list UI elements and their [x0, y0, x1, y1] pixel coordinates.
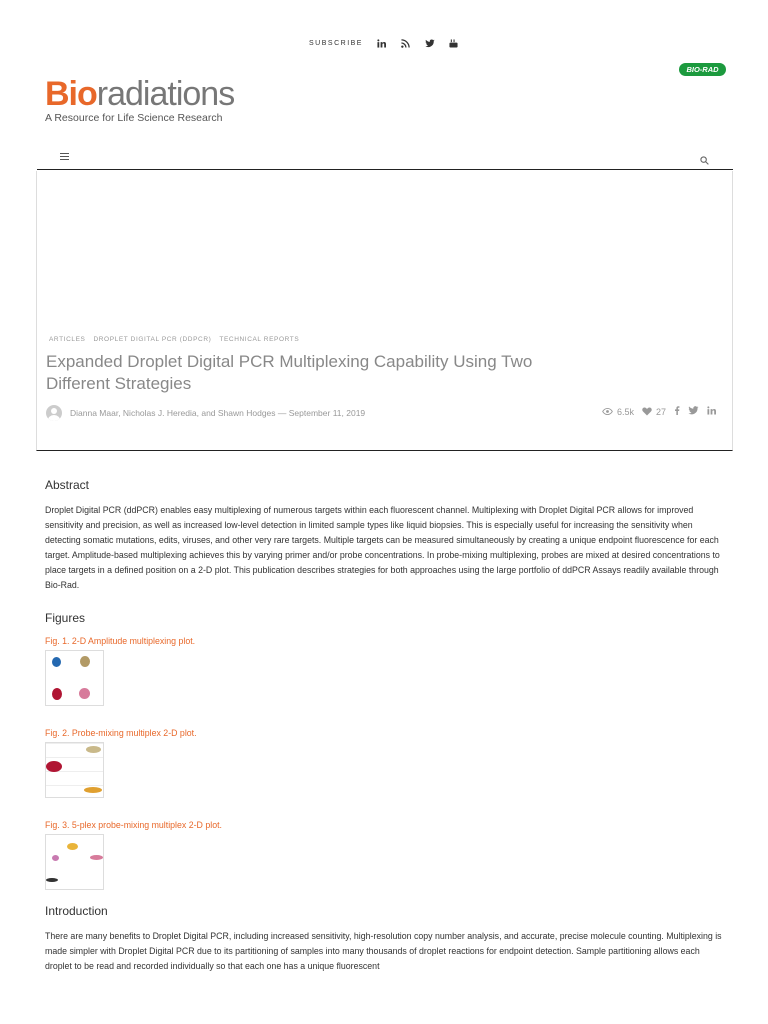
author-avatar [46, 405, 62, 421]
abstract-heading: Abstract [45, 478, 90, 492]
views-count: 6.5k [616, 406, 634, 417]
byline [46, 405, 365, 421]
article-title: Expanded Droplet Digital PCR Multiplexing Capability Using Two Different Strategies [46, 352, 533, 393]
figure-2-thumbnail[interactable] [45, 742, 104, 798]
menu-icon[interactable] [60, 153, 69, 160]
article-stats [602, 406, 716, 417]
figure-3-link[interactable]: Fig. 3. 5-plex probe-mixing multiplex 2-D plot. [45, 820, 222, 830]
eye-icon [602, 408, 613, 415]
bio-rad-badge[interactable]: BIO-RAD [679, 63, 726, 76]
article-body [45, 478, 725, 974]
category-ddpcr[interactable]: DROPLET DIGITAL PCR (DDPCR) [93, 336, 212, 343]
logo-radiations: radiations [96, 75, 235, 113]
figure-3-thumbnail[interactable] [45, 834, 104, 890]
introduction-text: There are many benefits to Droplet Digital PCR, including increased sensitivity, high-resolution copy number analysis, and accurate, precise molecule counting. Multiplexing is made simpler with Droplet Digital PCR due to its partitioning of samples into many thousands of droplet reactions for endpoint detection. Sample partitioning allows each droplet to be read and recorded individually so that each one has a unique fluorescent [45, 931, 722, 971]
category-articles[interactable]: ARTICLES [49, 336, 86, 343]
rss-icon[interactable] [401, 38, 411, 48]
article-hero [36, 171, 733, 451]
heart-icon [642, 407, 652, 416]
linkedin-share-icon[interactable] [707, 406, 716, 417]
social-bar [0, 36, 768, 50]
figure-2-link[interactable]: Fig. 2. Probe-mixing multiplex 2-D plot. [45, 728, 197, 738]
youtube-icon[interactable] [449, 38, 459, 48]
abstract-text: Droplet Digital PCR (ddPCR) enables easy multiplexing of numerous targets within each fluorescent channel. Multiplexing with Droplet Digital PCR allows for improved sensitivity and precision, as well as increased low-level detection in limited sample types like liquid biopsies. This is especially useful for increasing the sensitivity when detecting somatic mutations, edits, viruses, and other very rare targets. Multiple targets can be measured simultaneously by creating a unique endpoint fluorescence for each target. Amplitude-based multiplexing achieves this by varying primer and/or probe concentrations. In probe-mixing multiplexing, probes are mixed at desired concentrations to place targets in a defined position on a 2-D plot. This publication describes strategies for both approaches using the large portfolio of ddPCR Assays readily available through Bio-Rad. [45, 505, 720, 590]
logo-tagline: A Resource for Life Science Research [45, 112, 223, 124]
likes-count: 27 [655, 406, 666, 417]
figure-1-thumbnail[interactable] [45, 650, 104, 706]
category-technical-reports[interactable]: TECHNICAL REPORTS [219, 336, 300, 343]
search-icon[interactable] [700, 152, 710, 162]
linkedin-icon[interactable] [377, 38, 387, 48]
introduction-heading: Introduction [45, 904, 108, 918]
twitter-share-icon[interactable] [688, 406, 699, 417]
logo-bio: Bio [45, 75, 97, 113]
category-list [49, 336, 299, 343]
twitter-icon[interactable] [425, 38, 435, 48]
views-counter [602, 407, 634, 417]
byline-text: Dianna Maar, Nicholas J. Heredia, and Shawn Hodges — September 11, 2019 [70, 408, 366, 418]
likes-counter[interactable] [642, 407, 666, 417]
nav-bar [37, 148, 733, 170]
figures-heading: Figures [45, 611, 86, 625]
subscribe-link[interactable]: SUBSCRIBE [309, 39, 363, 47]
site-logo[interactable] [45, 76, 234, 124]
facebook-share-icon[interactable] [674, 406, 680, 417]
figure-1-link[interactable]: Fig. 1. 2-D Amplitude multiplexing plot. [45, 636, 196, 646]
